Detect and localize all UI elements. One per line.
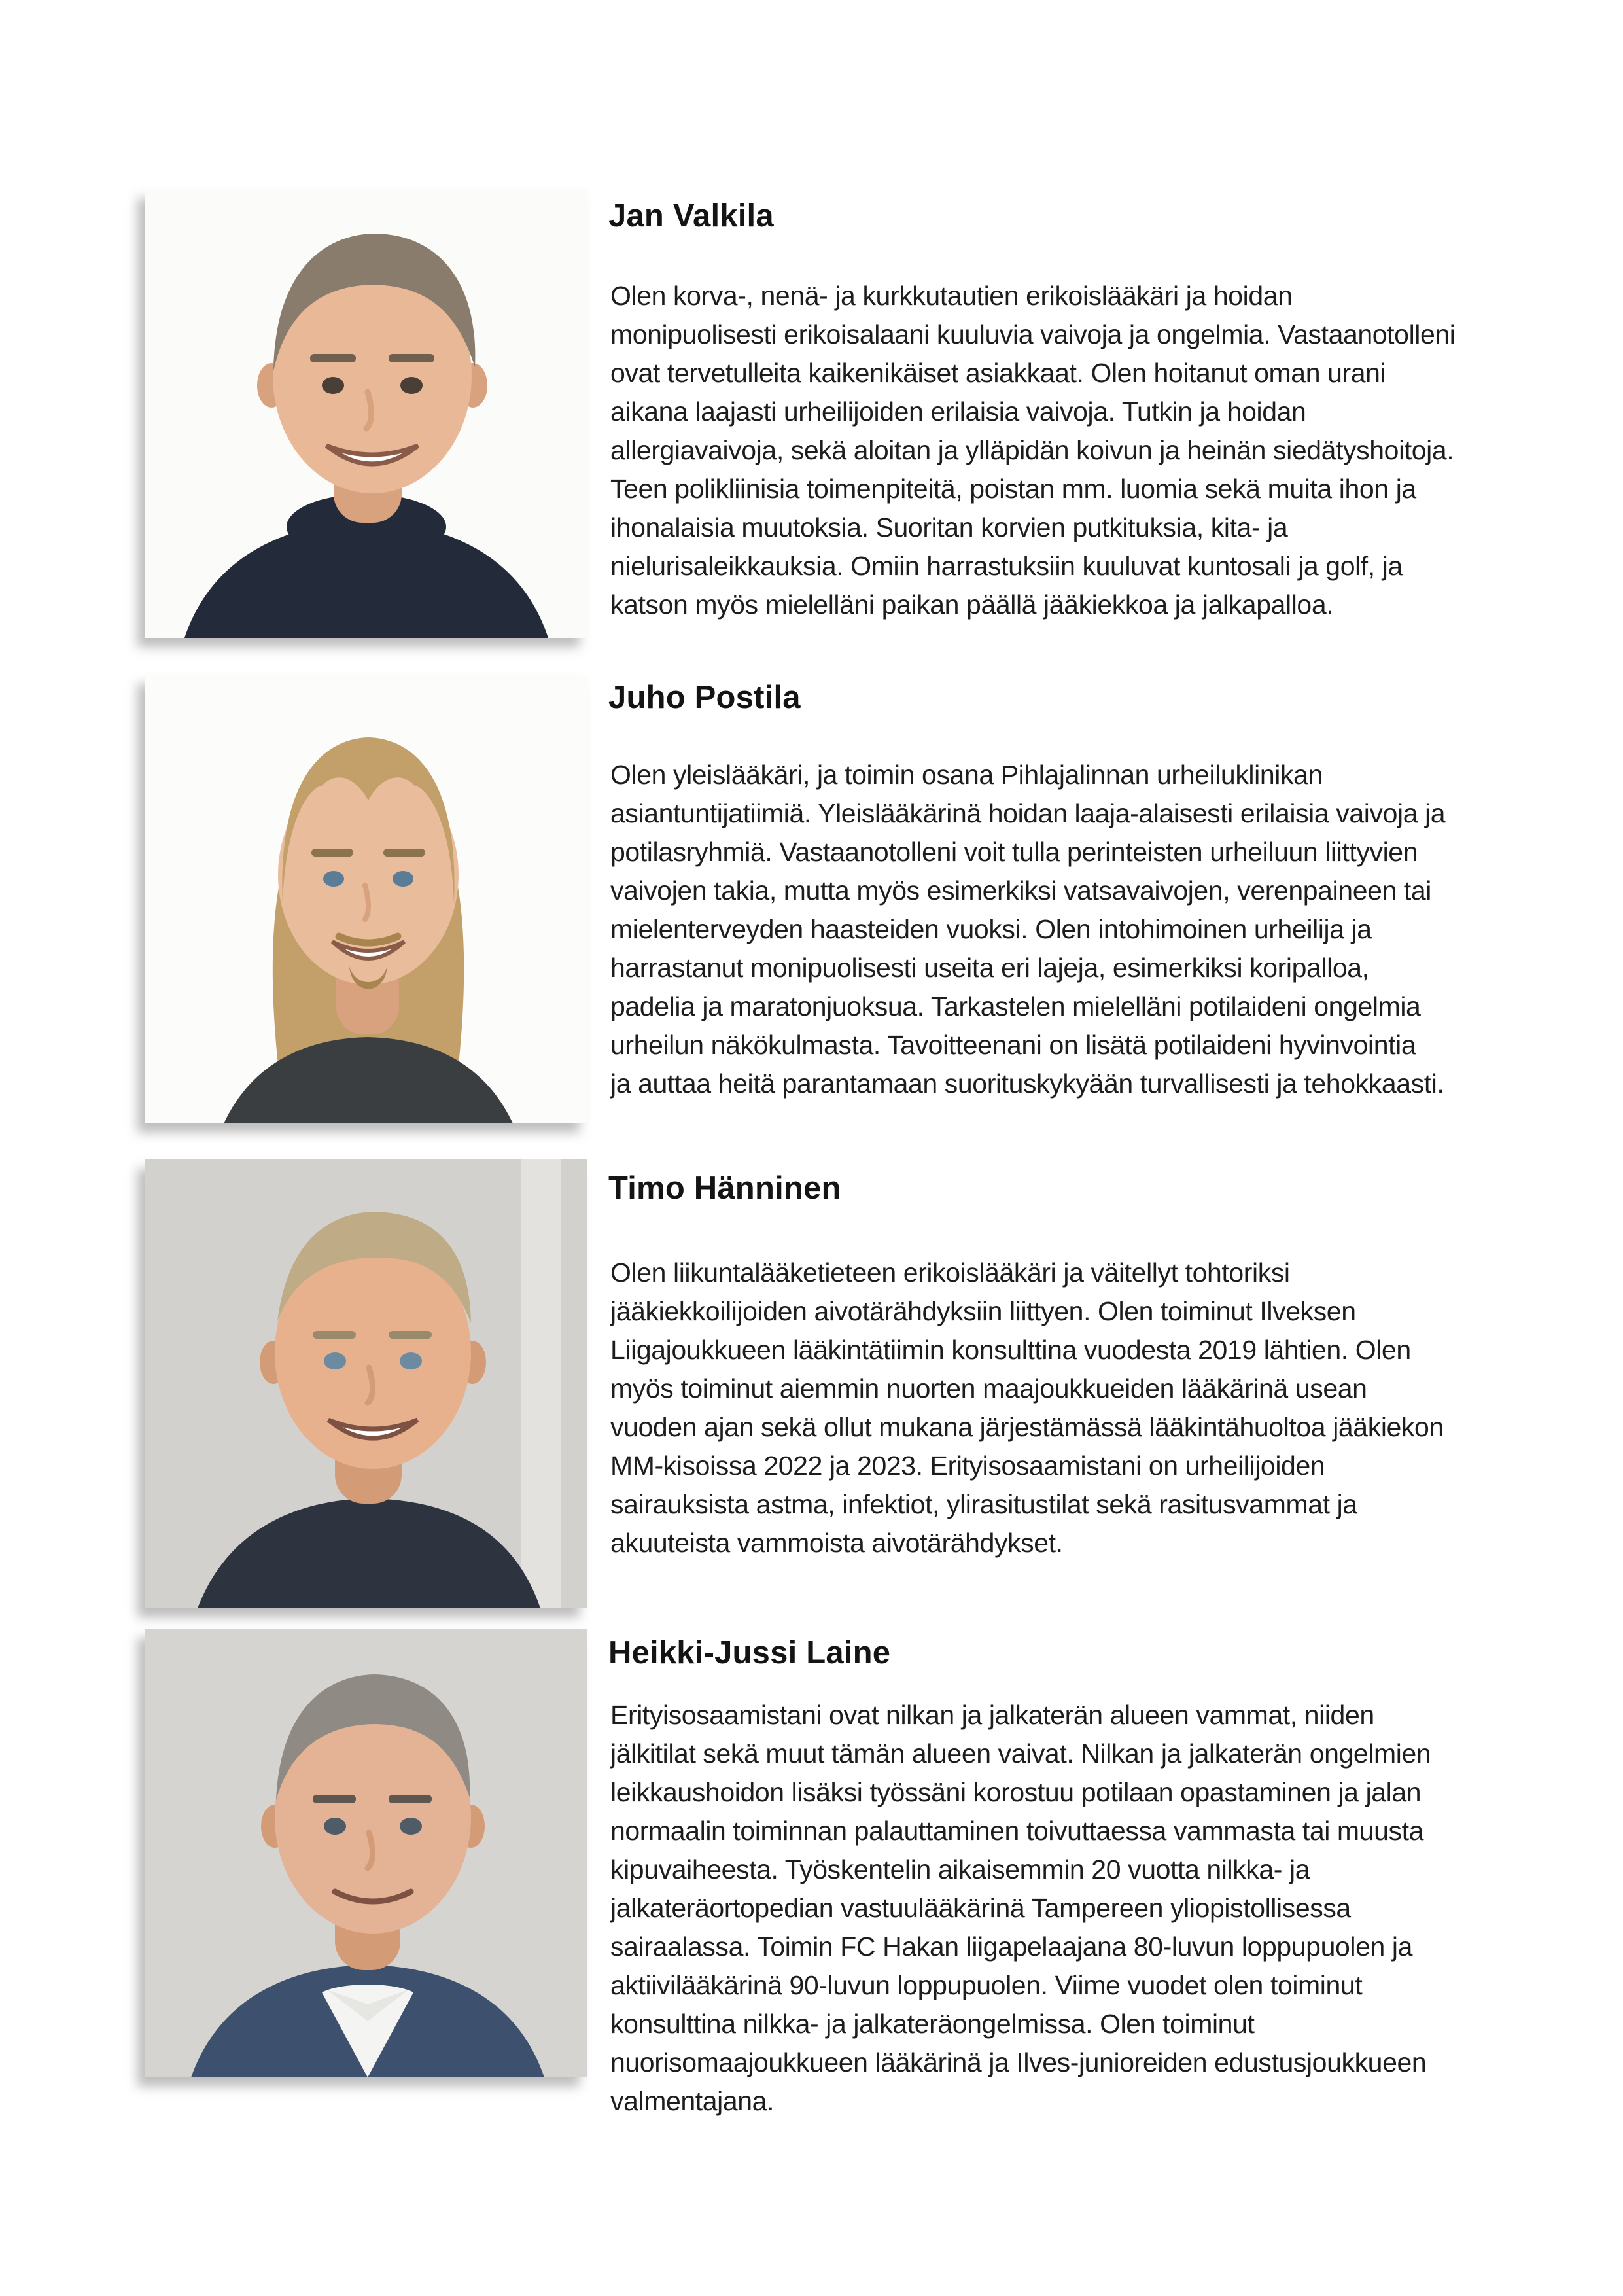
profile-name: Jan Valkila bbox=[608, 198, 774, 234]
profile-bio: Olen liikuntalääketieteen erikoislääkäri ja väitellyt tohtoriksi jääkiekkoilijoiden aivotärähdyksiin liittyen. Olen toiminut Ilveksen Liigajoukkueen lääkintätiimin konsulttina vuodesta 2019 lähtien. Olen myös toiminut aiemmin nuorten maajoukkueiden lääkärinä usean vuoden ajan sekä ollut mukana järjestämässä lääkintähuoltoa jääkiekon MM-kisoissa 2022 ja 2023. Erityisosaamistani on urheilijoiden sairauksista astma, infektiot, ylirasitustilat sekä rasitusvammat ja akuuteista vammoista aivotärähdykset. bbox=[610, 1258, 1444, 1558]
portrait-photo-jan-valkila bbox=[145, 189, 587, 638]
profile-name: Timo Hänninen bbox=[608, 1171, 841, 1206]
avatar-man-short-hair-illustration bbox=[145, 1159, 587, 1608]
profile-bio: Erityisosaamistani ovat nilkan ja jalkaterän alueen vammat, niiden jälkitilat sekä muut tämän alueen vaivat. Nilkan ja jalkaterän ongelmien leikkaushoidon lisäksi työssäni korostuu potilaan opastaminen ja jalan normaalin toiminnan palauttaminen toivuttaessa vammasta tai muusta kipuvaiheesta. Työskentelin aikaisemmin 20 vuotta nilkka- ja jalkateräortopedian vastuulääkärinä Tampereen yliopistollisessa sairaalassa. Toimin FC Hakan liigapelaajana 80-luvun loppupuolen ja aktiivilääkärinä 90-luvun loppupuolen. Viime vuodet olen toiminut konsulttina nilkka- ja jalkateräongelmissa. Olen toiminut nuorisomaajoukkueen lääkärinä ja Ilves-junioreiden edustusjoukkueen valmentajana. bbox=[610, 1700, 1431, 2116]
portrait-photo-juho-postila bbox=[145, 675, 587, 1123]
avatar-man-long-hair-illustration bbox=[145, 675, 587, 1123]
avatar-man-turtleneck-illustration bbox=[145, 189, 587, 638]
profile-name: Heikki-Jussi Laine bbox=[608, 1635, 891, 1670]
portrait-photo-timo-hanninen bbox=[145, 1159, 587, 1608]
profile-bio: Olen korva-, nenä- ja kurkkutautien erikoislääkäri ja hoidan monipuolisesti erikoisalaani kuuluvia vaivoja ja ongelmia. Vastaanotolleni ovat tervetulleita kaikenikäiset asiakkaat. Olen hoitanut oman urani aikana laajasti urheilijoiden erilaisia vaivoja. Tutkin ja hoidan allergiavaivoja, sekä aloitan ja ylläpidän koivun ja heinän siedätyshoitoja. Teen polikliinisia toimenpiteitä, poistan mm. luomia sekä muita ihon ja ihonalaisia muutoksia. Suoritan korvien putkituksia, kita- ja nielurisaleikkauksia. Omiin harrastuksiin kuuluvat kuntosali ja golf, ja katson myös mielelläni paikan päällä jääkiekkoa ja jalkapalloa. bbox=[610, 281, 1456, 620]
portrait-photo-heikki-jussi-laine bbox=[145, 1629, 587, 2077]
profile-bio: Olen yleislääkäri, ja toimin osana Pihlajalinnan urheiluklinikan asiantuntijatiimiä. Yleislääkärinä hoidan laaja-alaisesti erilaisia vaivoja ja potilasryhmiä. Vastaanotolleni voit tulla perinteisten urheiluun liittyvien vaivojen takia, mutta myös esimerkiksi vatsavaivojen, verenpaineen tai mielenterveyden haasteiden vuoksi. Olen intohimoinen urheilija ja harrastanut monipuolisesti useita eri lajeja, esimerkiksi koripalloa, padelia ja maratonjuoksua. Tarkastelen mielelläni potilaideni ongelmia urheilun näkökulmasta. Tavoitteenani on lisätä potilaideni hyvinvointia ja auttaa heitä parantamaan suorituskykyään turvallisesti ja tehokkaasti. bbox=[610, 760, 1446, 1099]
avatar-man-cardigan-illustration bbox=[145, 1629, 587, 2077]
profile-name: Juho Postila bbox=[608, 680, 801, 715]
